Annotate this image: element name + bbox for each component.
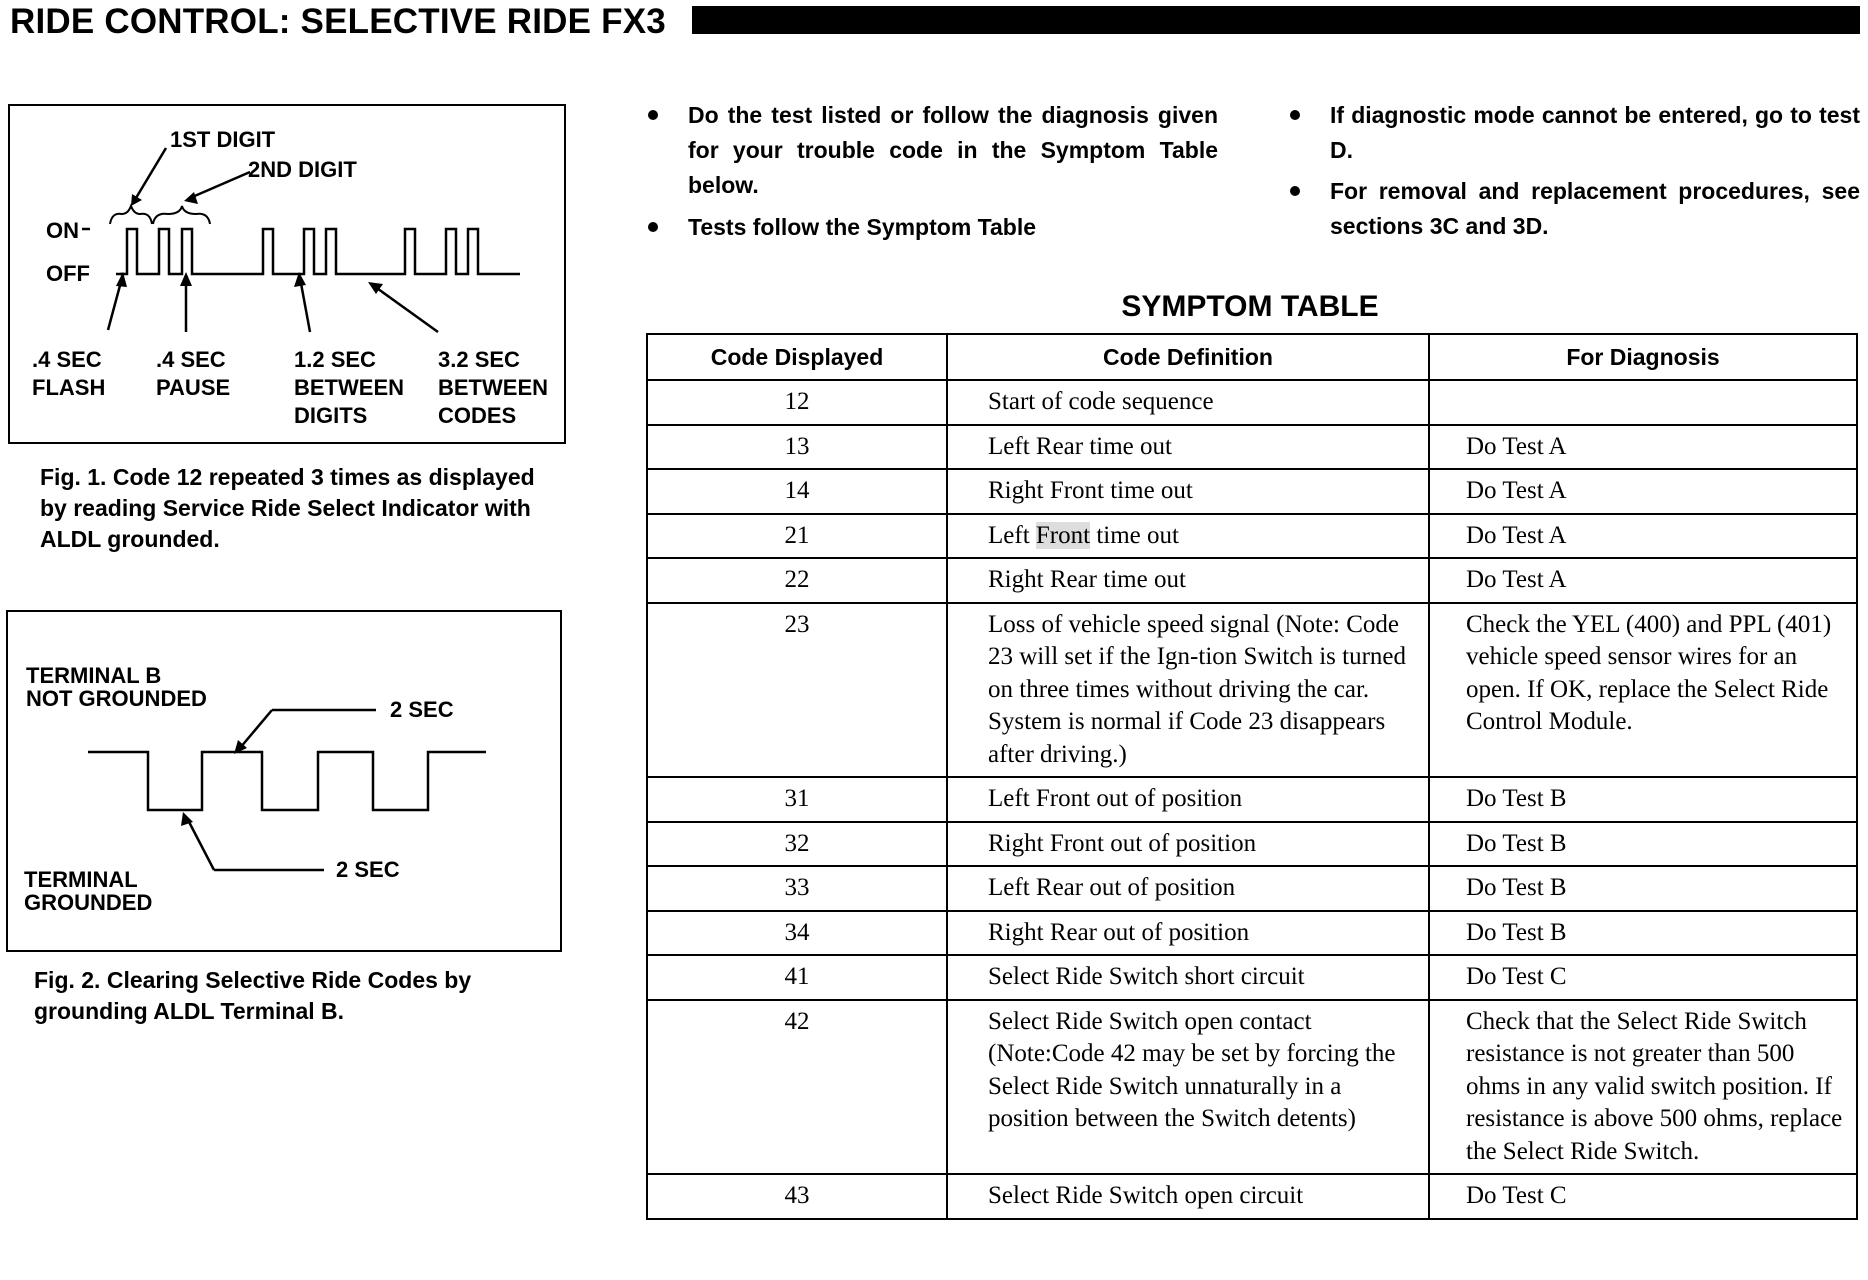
code-cell: 43 [647,1174,947,1219]
diagnosis-cell: Check the YEL (400) and PPL (401) vehicle speed sensor wires for an open. If OK, replace the Select Ride Control Module. [1429,603,1857,778]
code-cell: 33 [647,866,947,911]
diagnosis-cell [1429,380,1857,425]
diagnosis-cell: Do Test A [1429,469,1857,514]
second-digit-label: 2ND DIGIT [248,157,357,182]
pause-label: .4 SEC PAUSE [156,347,231,400]
off-label: OFF [46,261,90,286]
code-cell: 12 [647,380,947,425]
table-row [647,380,1857,425]
definition-cell: Right Rear time out [947,558,1429,603]
diagnosis-cell: Check that the Select Ride Switch resistance is not greater than 500 ohms in any valid switch position. If resistance is above 500 ohms, replace the Select Ride Switch. [1429,1000,1857,1175]
table-row [647,777,1857,822]
definition-cell: Right Front out of position [947,822,1429,867]
code-cell: 22 [647,558,947,603]
table-row [647,1000,1857,1175]
table-row [647,425,1857,470]
diagnosis-cell: Do Test C [1429,955,1857,1000]
header-for-diagnosis: For Diagnosis [1429,334,1857,380]
bullet-item: If diagnostic mode cannot be entered, go to test D. [1330,98,1860,168]
between-codes-label: 3.2 SEC BETWEEN CODES [438,347,548,428]
table-row [647,558,1857,603]
diagnosis-cell: Do Test C [1429,1174,1857,1219]
code-cell: 32 [647,822,947,867]
definition-cell: Right Rear out of position [947,911,1429,956]
figure-1-caption: Fig. 1. Code 12 repeated 3 times as displayed by reading Service Ride Select Indicator with ALDL grounded. [40,464,535,552]
diagnosis-cell: Do Test B [1429,777,1857,822]
symptom-table-title: SYMPTOM TABLE [1121,290,1379,323]
page-title: RIDE CONTROL: SELECTIVE RIDE FX3 [10,2,666,41]
diagnosis-cell: Do Test A [1429,425,1857,470]
bullet-item: Do the test listed or follow the diagnosis given for your trouble code in the Symptom Table below. [688,98,1218,203]
table-row [647,866,1857,911]
diagnosis-cell: Do Test A [1429,558,1857,603]
diagnosis-cell: Do Test A [1429,514,1857,559]
table-row [647,1174,1857,1219]
header-code-displayed: Code Displayed [647,334,947,380]
code-cell: 42 [647,1000,947,1175]
table-row [647,514,1857,559]
definition-cell: Right Front time out [947,469,1429,514]
definition-cell: Left Front time out [947,514,1429,559]
waveform-trace [120,229,520,274]
two-sec-bottom-label: 2 SEC [336,857,400,882]
definition-cell: Left Rear time out [947,425,1429,470]
symptom-table [646,333,1858,1220]
code-cell: 13 [647,425,947,470]
bullet-dot-icon [1290,186,1300,196]
diagnosis-cell: Do Test B [1429,911,1857,956]
definition-cell: Select Ride Switch short circuit [947,955,1429,1000]
on-label: ON [46,218,79,243]
bullet-dot-icon [648,110,658,120]
definition-cell: Loss of vehicle speed signal (Note: Code 23 will set if the Ign-tion Switch is turned on three times without driving the car. System is normal if Code 23 disappears after driving.) [947,603,1429,778]
highlighted-word: Front [1035,521,1091,549]
figure-2-caption: Fig. 2. Clearing Selective Ride Codes by grounding ALDL Terminal B. [34,967,472,1024]
definition-cell: Select Ride Switch open circuit [947,1174,1429,1219]
code-cell: 14 [647,469,947,514]
diagnosis-cell: Do Test B [1429,822,1857,867]
definition-cell: Select Ride Switch open contact (Note:Code 42 may be set by forcing the Select Ride Switch unnaturally in a position between the Switch detents) [947,1000,1429,1175]
definition-cell: Start of code sequence [947,380,1429,425]
flash-label: .4 SEC FLASH [32,347,106,400]
definition-cell: Left Front out of position [947,777,1429,822]
figure-1-diagram [8,104,566,444]
first-digit-label: 1ST DIGIT [170,127,276,152]
table-row [647,955,1857,1000]
code-cell: 41 [647,955,947,1000]
bullet-dot-icon [648,222,658,232]
code-cell: 21 [647,514,947,559]
two-sec-top-label: 2 SEC [390,697,454,722]
bullet-item: For removal and replacement procedures, see sections 3C and 3D. [1330,174,1860,244]
table-row [647,469,1857,514]
between-digits-label: 1.2 SEC BETWEEN DIGITS [294,347,404,428]
header-code-definition: Code Definition [947,334,1429,380]
terminal-grounded-label: TERMINAL GROUNDED [24,867,153,915]
terminal-waveform-trace [88,752,486,810]
code-cell: 23 [647,603,947,778]
code-cell: 31 [647,777,947,822]
table-header-row [647,334,1857,380]
title-rule-bar [692,6,1860,34]
table-row [647,822,1857,867]
figure-2-diagram [6,610,562,952]
code-cell: 34 [647,911,947,956]
bullet-item: Tests follow the Symptom Table [688,210,1218,245]
bullet-dot-icon [1290,110,1300,120]
terminal-b-not-grounded-label: TERMINAL B NOT GROUNDED [26,663,207,711]
diagnosis-cell: Do Test B [1429,866,1857,911]
table-row [647,603,1857,778]
table-row [647,911,1857,956]
definition-cell: Left Rear out of position [947,866,1429,911]
